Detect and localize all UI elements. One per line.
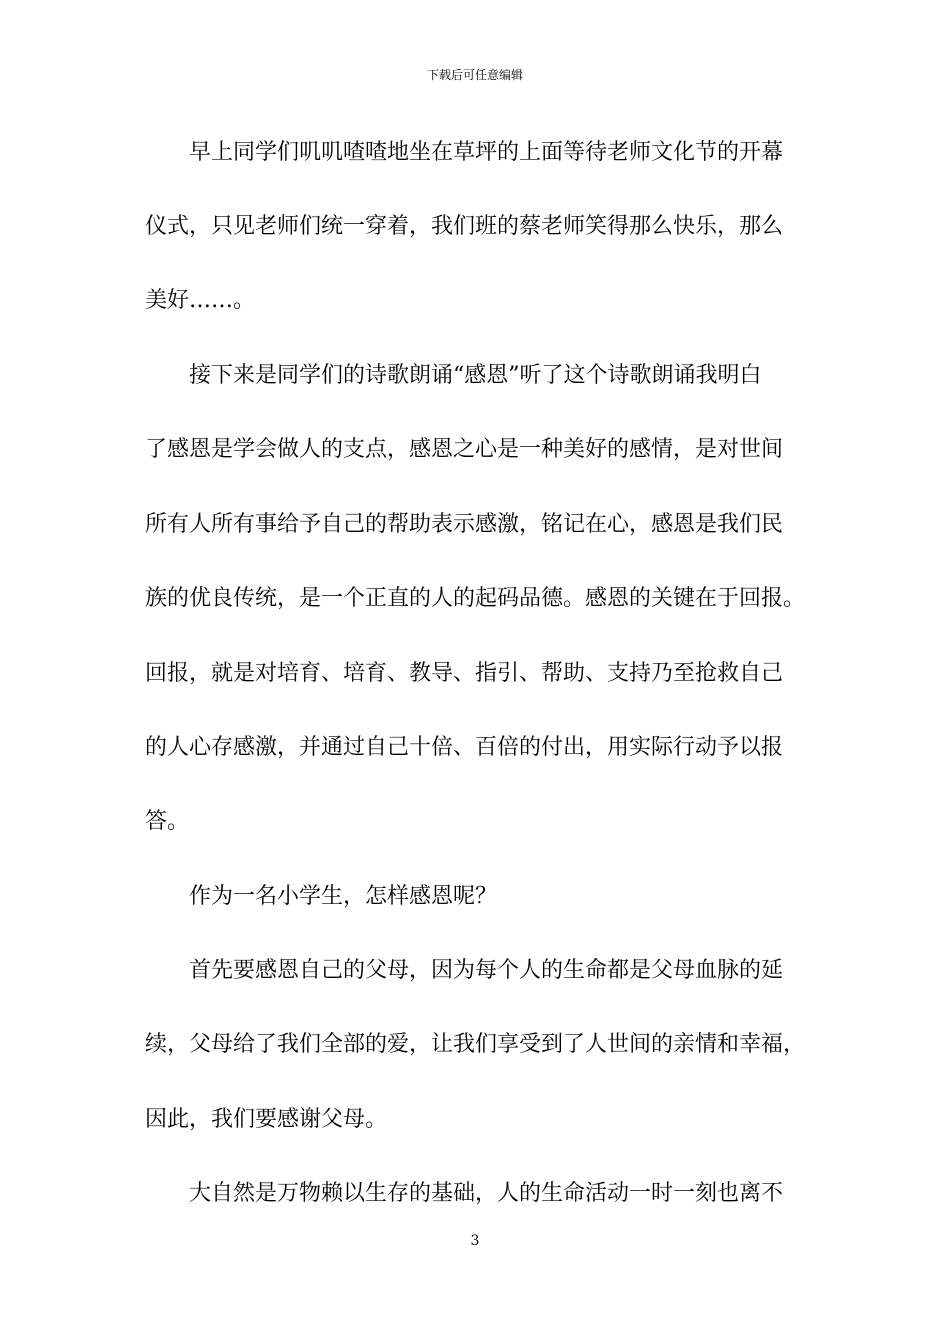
text-line: 美好……。	[145, 288, 256, 313]
text-line: 作为一名小学生，怎样感恩呢？	[189, 884, 498, 909]
text-line: 答。	[145, 809, 190, 834]
page-header: 下载后可任意编辑	[426, 68, 523, 82]
text-line: 早上同学们叽叽喳喳地坐在草坪的上面等待老师文化节的开幕	[189, 140, 784, 165]
page-number: 3	[470, 1233, 480, 1249]
text-line: 大自然是万物赖以生存的基础，人的生命活动一时一刻也离不	[189, 1181, 784, 1206]
text-line: 所有人所有事给予自己的帮助表示感激，铭记在心，感恩是我们民	[145, 512, 784, 537]
text-line: 的人心存感激，并通过自己十倍、百倍的付出，用实际行动予以报	[145, 735, 784, 760]
text-line: 首先要感恩自己的父母，因为每个人的生命都是父母血脉的延	[189, 958, 784, 983]
text-line: 了感恩是学会做人的支点，感恩之心是一种美好的感情，是对世间	[145, 437, 784, 462]
text-line: 回报，就是对培育、培育、教导、指引、帮助、支持乃至抢救自己	[145, 661, 784, 686]
text-line: 接下来是同学们的诗歌朗诵“感恩”听了这个诗歌朗诵我明白	[189, 363, 762, 388]
text-line: 续，父母给了我们全部的爱，让我们享受到了人世间的亲情和幸福，	[145, 1032, 806, 1057]
text-line: 仪式，只见老师们统一穿着，我们班的蔡老师笑得那么快乐，那么	[145, 214, 784, 239]
text-line: 族的优良传统，是一个正直的人的起码品德。感恩的关键在于回报。	[145, 586, 806, 611]
text-line: 因此，我们要感谢父母。	[145, 1107, 388, 1132]
